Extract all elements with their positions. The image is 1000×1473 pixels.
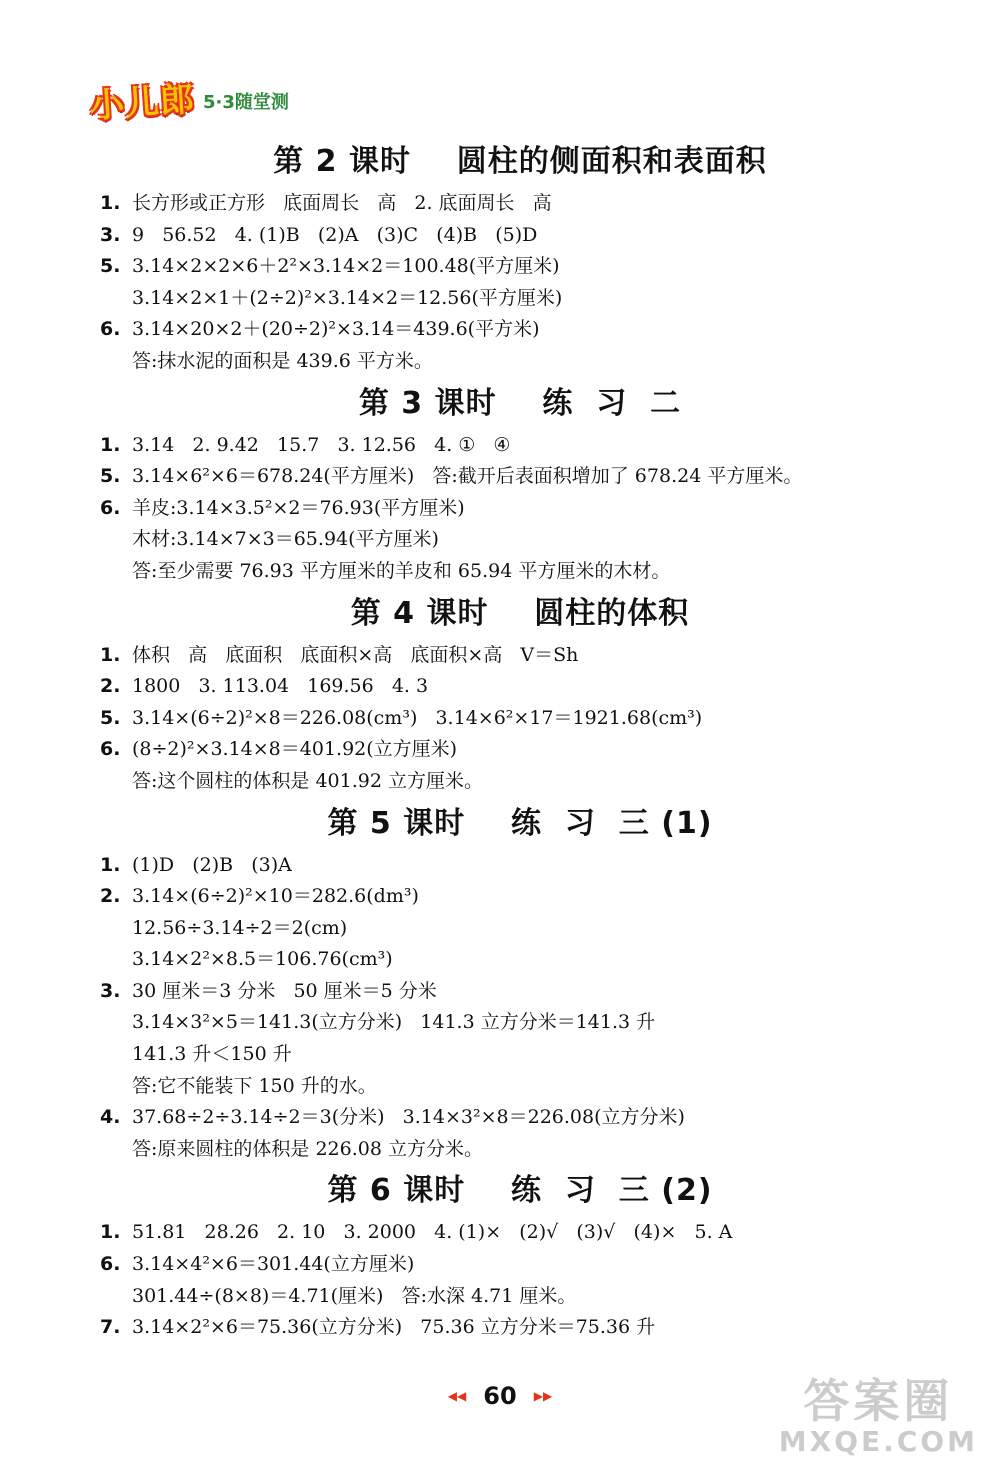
answer-line: [100, 1249, 940, 1281]
question-number: 2.: [100, 675, 121, 698]
answer-text: 答:它不能装下 150 升的水。: [132, 1074, 377, 1097]
question-number: 5.: [100, 255, 121, 278]
section-title: 第 5 课时 练 习 三 (1): [327, 805, 713, 841]
answer-text: 3.14 2. 9.42 15.7 3. 12.56 4. ① ④: [132, 433, 511, 456]
question-number: 1.: [100, 853, 121, 876]
next-arrows-icon: ▶▶: [533, 1389, 553, 1403]
answer-line: [100, 1134, 940, 1166]
answer-line: [100, 493, 940, 525]
series-label: 5·3随堂测: [203, 92, 289, 113]
answer-text: 长方形或正方形 底面周长 高 2. 底面周长 高: [132, 192, 552, 214]
answer-line: [100, 346, 940, 378]
answer-line: [100, 766, 940, 798]
question-number: 6.: [100, 496, 121, 519]
question-number: 5.: [100, 465, 121, 488]
answer-line: [100, 1007, 940, 1039]
answer-text: 30 厘米＝3 分米 50 厘米＝5 分米: [132, 979, 437, 1002]
answer-text: 3.14×(6÷2)²×8＝226.08(cm³) 3.14×6²×17＝1921.68(cm³): [132, 706, 703, 729]
answer-line: [100, 734, 940, 766]
answer-line: [100, 850, 940, 882]
question-number: 3.: [100, 223, 121, 246]
answer-line: [100, 430, 940, 462]
answer-text: 羊皮:3.14×3.5²×2＝76.93(平方厘米): [132, 496, 465, 519]
answer-text: 3.14×2×2×6＋2²×3.14×2＝100.48(平方厘米): [132, 255, 560, 278]
answer-text: 答:抹水泥的面积是 439.6 平方米。: [132, 349, 433, 372]
answer-text: 3.14×3²×5＝141.3(立方分米) 141.3 立方分米＝141.3 升: [132, 1011, 656, 1034]
answer-line: [100, 251, 940, 283]
question-number: 5.: [100, 706, 121, 729]
answer-text: 141.3 升＜150 升: [132, 1043, 292, 1066]
answer-text: 3.14×6²×6＝678.24(平方厘米) 答:截开后表面积增加了 678.24 平方厘米。: [132, 465, 803, 488]
answer-line: [100, 671, 940, 703]
question-number: 6.: [100, 1253, 121, 1276]
section-title: 第 6 课时 练 习 三 (2): [327, 1173, 713, 1209]
answer-text: 37.68÷2÷3.14÷2＝3(分米) 3.14×3²×8＝226.08(立方分米): [132, 1106, 685, 1129]
answer-line: [100, 944, 940, 976]
answer-text: 3.14×(6÷2)²×10＝282.6(dm³): [132, 885, 419, 908]
page-number: 60: [483, 1382, 517, 1410]
watermark-top: 答案圈: [803, 1374, 954, 1428]
answer-text: 12.56÷3.14÷2＝2(cm): [132, 916, 348, 939]
question-number: 4.: [100, 1106, 121, 1129]
answer-text: 答:这个圆柱的体积是 401.92 立方厘米。: [132, 769, 483, 792]
question-number: 6.: [100, 738, 121, 761]
answer-text: 3.14×20×2＋(20÷2)²×3.14＝439.6(平方米): [132, 318, 540, 341]
answer-text: 51.81 28.26 2. 10 3. 2000 4. (1)× (2)√ (3)√ (4)× 5. A: [132, 1221, 733, 1244]
section-title: 第 4 课时 圆柱的体积: [350, 595, 690, 631]
watermark-bottom: MXQE.COM: [778, 1425, 978, 1458]
answer-line: [100, 1071, 940, 1103]
answer-text: 答:至少需要 76.93 平方厘米的羊皮和 65.94 平方厘米的木材。: [132, 559, 671, 582]
section-title: 第 2 课时 圆柱的侧面积和表面积: [273, 144, 767, 179]
answer-line: [100, 556, 940, 588]
answer-text: (1)D (2)B (3)A: [132, 853, 292, 876]
answer-line: [100, 881, 940, 913]
answer-line: [100, 1217, 940, 1249]
answer-text: 木材:3.14×7×3＝65.94(平方厘米): [132, 528, 439, 551]
question-number: 1.: [100, 643, 121, 666]
answer-line: [100, 976, 940, 1008]
answer-line: [100, 461, 940, 493]
question-number: 1.: [100, 433, 121, 456]
brand-logo: 小儿郎: [88, 79, 197, 127]
answer-line: [100, 1039, 940, 1071]
answer-text: 1800 3. 113.04 169.56 4. 3: [132, 675, 429, 698]
answer-line: [100, 524, 940, 556]
answer-line: [100, 1281, 940, 1313]
answer-line: [100, 220, 940, 252]
question-number: 6.: [100, 318, 121, 341]
answer-content: [100, 136, 940, 1344]
question-number: 1.: [100, 1221, 121, 1244]
answer-line: [100, 1312, 940, 1344]
answer-line: [100, 283, 940, 315]
answer-text: 体积 高 底面积 底面积×高 底面积×高 V＝Sh: [132, 643, 579, 666]
answer-line: [100, 913, 940, 945]
book-header: [88, 70, 289, 127]
question-number: 3.: [100, 979, 121, 1002]
section-title: 第 3 课时 练 习 二: [358, 385, 682, 421]
answer-line: [100, 640, 940, 672]
answer-line: [100, 188, 940, 220]
question-number: 7.: [100, 1316, 121, 1339]
question-number: 2.: [100, 885, 121, 908]
answer-text: 3.14×4²×6＝301.44(立方厘米): [132, 1253, 415, 1276]
answer-text: 3.14×2²×8.5＝106.76(cm³): [132, 948, 393, 971]
answer-text: 301.44÷(8×8)＝4.71(厘米) 答:水深 4.71 厘米。: [132, 1284, 577, 1307]
answer-text: 答:原来圆柱的体积是 226.08 立方分米。: [132, 1137, 483, 1160]
answer-text: 9 56.52 4. (1)B (2)A (3)C (4)B (5)D: [132, 223, 538, 246]
answer-text: (8÷2)²×3.14×8＝401.92(立方厘米): [132, 738, 458, 761]
answer-line: [100, 703, 940, 735]
prev-arrows-icon: ◀◀: [447, 1389, 467, 1403]
question-number: 1.: [100, 192, 121, 214]
watermark: [779, 1375, 978, 1457]
answer-text: 3.14×2²×6＝75.36(立方分米) 75.36 立方分米＝75.36 升: [132, 1316, 656, 1339]
answer-text: 3.14×2×1＋(2÷2)²×3.14×2＝12.56(平方厘米): [132, 286, 563, 309]
answer-line: [100, 314, 940, 346]
answer-line: [100, 1102, 940, 1134]
